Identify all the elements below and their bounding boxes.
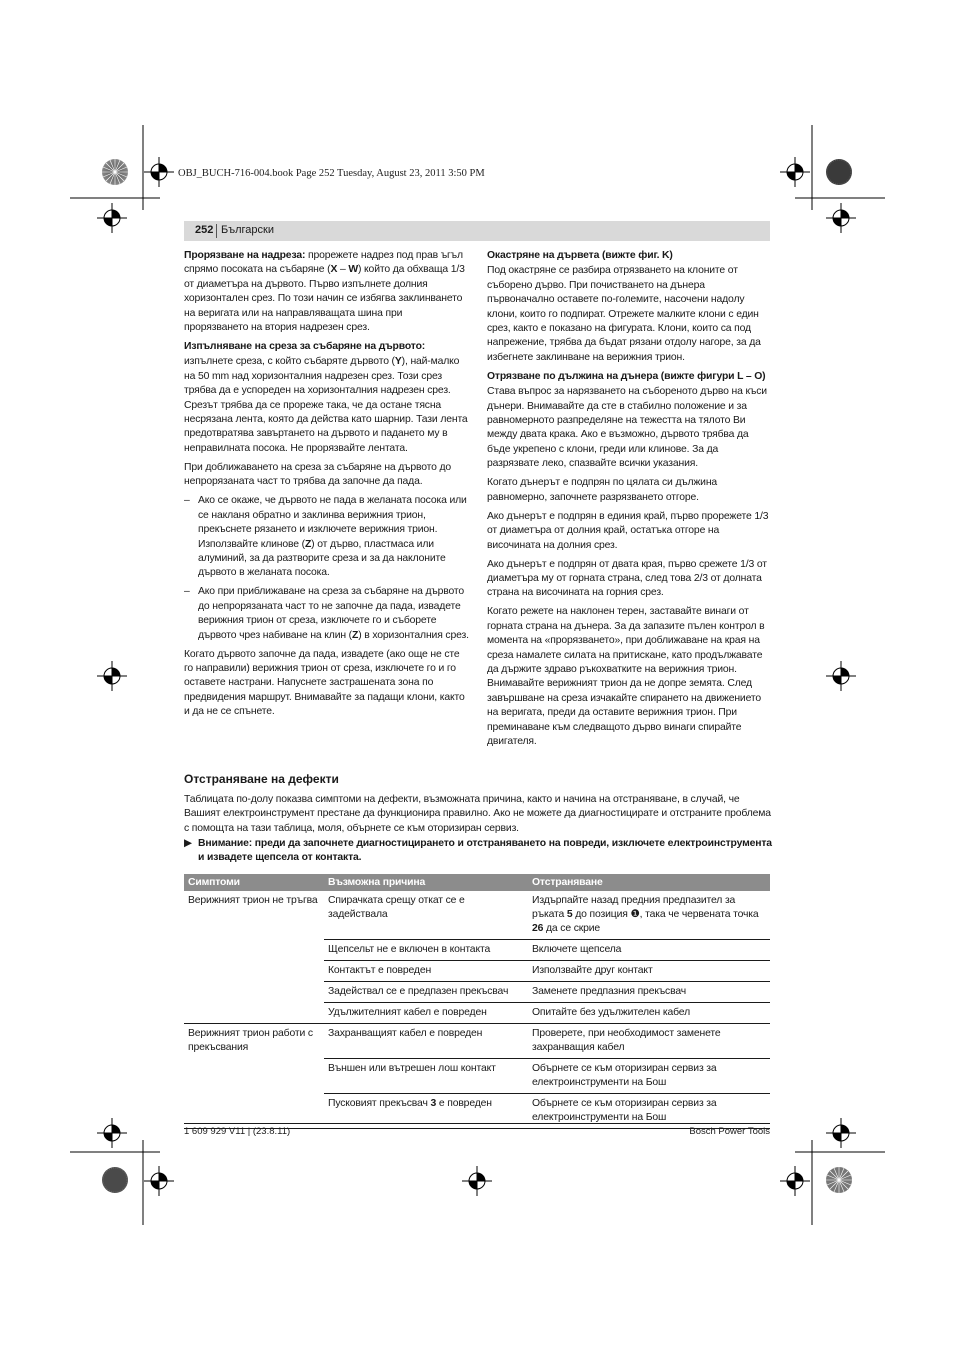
footer-brand: Bosch Power Tools: [689, 1126, 770, 1137]
footer-doc-number: 1 609 929 V11 | (23.8.11): [184, 1126, 291, 1137]
symptom-cell: [184, 1003, 324, 1024]
column-header: Възможна причина: [324, 874, 528, 891]
position-1-icon: ❶: [630, 909, 640, 920]
subheading-limbing: Окастряне на дървета (вижте фиг. K): [487, 250, 673, 261]
remedy-cell: Проверете, при необходимост заменете захранващия кабел: [528, 1024, 770, 1059]
star-wheel-icon: [101, 158, 129, 186]
remedy-cell: Включете щепсела: [528, 940, 770, 961]
registration-target-icon: [97, 1118, 127, 1148]
list-item: – Ако при приближаване на среза за събаряне на дървото до непрорязаната част то не започне да пада, извадете верижния трион от среза, изключете го и съборете дървото чрез набиване на клин (Z) в хоризонталния срез.: [184, 586, 469, 641]
registration-target-icon: [97, 203, 127, 233]
remedy-cell: Обърнете се към оторизиран сервиз за електроинструменти на Бош: [528, 1059, 770, 1094]
cause-cell: Спирачката срещу откат се е задействала: [324, 891, 528, 940]
table-row: [184, 1024, 770, 1059]
registration-target-icon: [97, 661, 127, 691]
page-number: 252: [195, 224, 214, 236]
registration-target-icon: [144, 1166, 174, 1196]
paragraph-bucking-one-end: Ако дънерът е подпрян в единия край, първо прорежете 1/3 от диаметъра от долния край, остатъка отгоре на височината на долния срез.: [487, 510, 769, 551]
paragraph-bucking-both-ends: Ако дънерът е подпрян от двата края, първо срежете 1/3 от диаметъра му от горната страна, след това 2/3 от долната страна на височината на горния срез.: [487, 558, 767, 599]
paragraph-limbing: Под окастряне се разбира отрязването на клоните от съборено дърво. При почистването на дънера първоначално оставете по-големите, насочени надолу клони, които го подпират. Отрежете малките клони с един срез, както е показано на фигурата. Клони, които са под напрежение, трябва да бъдат рязани отдолу нагоре, за да избегнете заклинване на верижния трион.: [487, 265, 761, 363]
paragraph-felling-cut: изпълнете среза, с който събаряте дървото (Y), най-малко на 50 mm над хоризонталния надрезен срез. Този срез трябва да е успореден на хоризонталния надрезен срез. Срезът трябва да се прореже така, че да остане тясна несрязана лента, която да действа като шарнир. Тази лента предотвратява завъртането на дървото и падането му в неправилната посока. Не прорязвайте лентата.: [184, 356, 468, 454]
cause-cell: Щепсельт не е включен в контакта: [324, 940, 528, 961]
registration-target-icon: [780, 157, 810, 187]
remedy-cell: Обърнете се към оторизиран сервиз за електроинструменти на Бош: [528, 1094, 770, 1129]
remedy-cell: Използвайте друг контакт: [528, 961, 770, 982]
registration-target-icon: [826, 203, 856, 233]
paragraph-bucking: Става въпрос за нарязването на събореното дърво на къси дънери. Внимавайте да сте в стабилно положение и за равномерното разпределяне на тежестта на тялото Ви между двата крака. Ако е възможно, дървото трябва да бъде укрепено с клони, греди или клинове. За да разрязвате леко, спазвайте всички указания.: [487, 386, 767, 470]
registration-target-icon: [826, 661, 856, 691]
left-column: [184, 249, 469, 724]
symptom-cell: [184, 961, 324, 982]
troubleshooting-table: [184, 874, 770, 1129]
registration-target-icon: [462, 1166, 492, 1196]
table-header-row: [184, 874, 770, 891]
table-row: [184, 982, 770, 1003]
registration-target-icon: [780, 1166, 810, 1196]
symptom-cell: [184, 940, 324, 961]
remedy-cell: Издърпайте назад предния предпазител за ръката 5 до позиция ❶, така че червената точка 26 да се скрие: [528, 891, 770, 940]
remedy-cell: Заменете предпазния прекъсвач: [528, 982, 770, 1003]
arrow-right-icon: ▶: [184, 838, 192, 849]
cause-cell: Задействал се е предпазен прекъсвач: [324, 982, 528, 1003]
remedy-cell: Опитайте без удължителен кабел: [528, 1003, 770, 1024]
cause-cell: Удължителният кабел е повреден: [324, 1003, 528, 1024]
registration-target-icon: [826, 1118, 856, 1148]
paragraph-slope: Когато режете на наклонен терен, заставайте винаги от горната страна на дънера. За да запазите пълен контрол в момента на «прорязването», при доближаване на края на среза намалете силата на притискане, като продължавате да държите здраво ръкохватките на верижния трион. Внимавайте верижният трион да не допре земята. След завършване на среза изчакайте спирането на движението на веригата, преди да оставите верижния трион. При преминаване към следващото дърво винаги спирайте двигателя.: [487, 606, 765, 747]
star-wheel-icon: [825, 1166, 853, 1194]
cause-cell: Външен или вътрешен лош контакт: [324, 1059, 528, 1094]
paragraph-approach: При доближаването на среза за събаряне на дървото до непрорязаната част то трябва да започне да пада.: [184, 461, 451, 488]
table-row: [184, 1059, 770, 1094]
paragraph-tree-falling: Когато дървото започне да пада, извадете (ако още не сте го направили) верижния трион от среза, изключете го и го оставете настрани. Напуснете застрашената зона по предвидения маршрут. Внимавайте за падащи клони, както и да не се спънете.: [184, 648, 465, 718]
column-header: Отстраняване: [528, 874, 770, 891]
section-intro: Таблицата по-долу показва симптоми на дефекти, възможната причина, както и начина на отстраняване, в случай, че Вашият електроинструмент престане да функционира правилно. Ако не можете да диагностицирате и отстраните проблема с помощта на тази таблица, моля, обърнете се към оторизиран сервиз.: [184, 794, 771, 834]
table-row: [184, 891, 770, 940]
warning-note: ▶ Внимание: преди да започнете диагностицирането и отстраняването на повреди, изключете електроинструмента и извадете щепсела от контакта.: [184, 838, 772, 864]
list-item: – Ако се окаже, че дървото не пада в желаната посока или се накланя обратно и заклинва верижния трион, прекъснете рязането и изключете верижния трион. Използвайте клинове (Z) от дърво, пластмаса или алуминий, за да разтворите среза и за да наклоните дървото в желаната посока.: [184, 495, 467, 579]
registration-target-icon: [144, 157, 174, 187]
cause-cell: Захранващият кабел е повреден: [324, 1024, 528, 1059]
language-label: Български: [221, 224, 274, 236]
page-header: [184, 221, 770, 241]
symptom-cell: Верижният трион не тръгва: [188, 895, 318, 906]
header-separator: [216, 224, 217, 238]
paragraph-notch-cut: Прорязване на надреза: прорежете надрез под прав ъгъл спрямо посоката на събаряне (X – W) който да обхваща 1/3 от диаметъра на дървото. Първо изпълнете долния хоризонтален срез. По този начин се избягва заклинването на веригата или на направляващата шина при прорязването на втория надрезен срез.: [184, 250, 465, 334]
right-column: [487, 249, 772, 754]
table-row: [184, 961, 770, 982]
color-disc-icon: [101, 1166, 129, 1194]
symptom-cell: [184, 1059, 324, 1094]
cause-cell: Пусковият прекъсвач 3 е повреден: [324, 1094, 528, 1129]
column-header: Симптоми: [184, 874, 324, 891]
symptom-cell: Верижният трион работи с прекъсвания: [188, 1028, 313, 1053]
table-row: [184, 940, 770, 961]
print-header: OBJ_BUCH-716-004.book Page 252 Tuesday, August 23, 2011 3:50 PM: [178, 168, 485, 179]
paragraph-bucking-supported: Когато дънерът е подпрян по цялата си дължина равномерно, започнете разрязването отгоре.: [487, 477, 718, 503]
section-title: Отстраняване на дефекти: [184, 772, 339, 786]
footer-rule: [184, 1123, 770, 1124]
symptom-cell: [184, 982, 324, 1003]
subheading-bucking: Отрязване по дължина на дънера (вижте фигури L – O): [487, 370, 766, 382]
table-row: [184, 1003, 770, 1024]
cause-cell: Контактът е повреден: [324, 961, 528, 982]
color-disc-icon: [825, 158, 853, 186]
subheading-felling-cut: Изпълняване на среза за събаряне на дървото:: [184, 341, 426, 353]
